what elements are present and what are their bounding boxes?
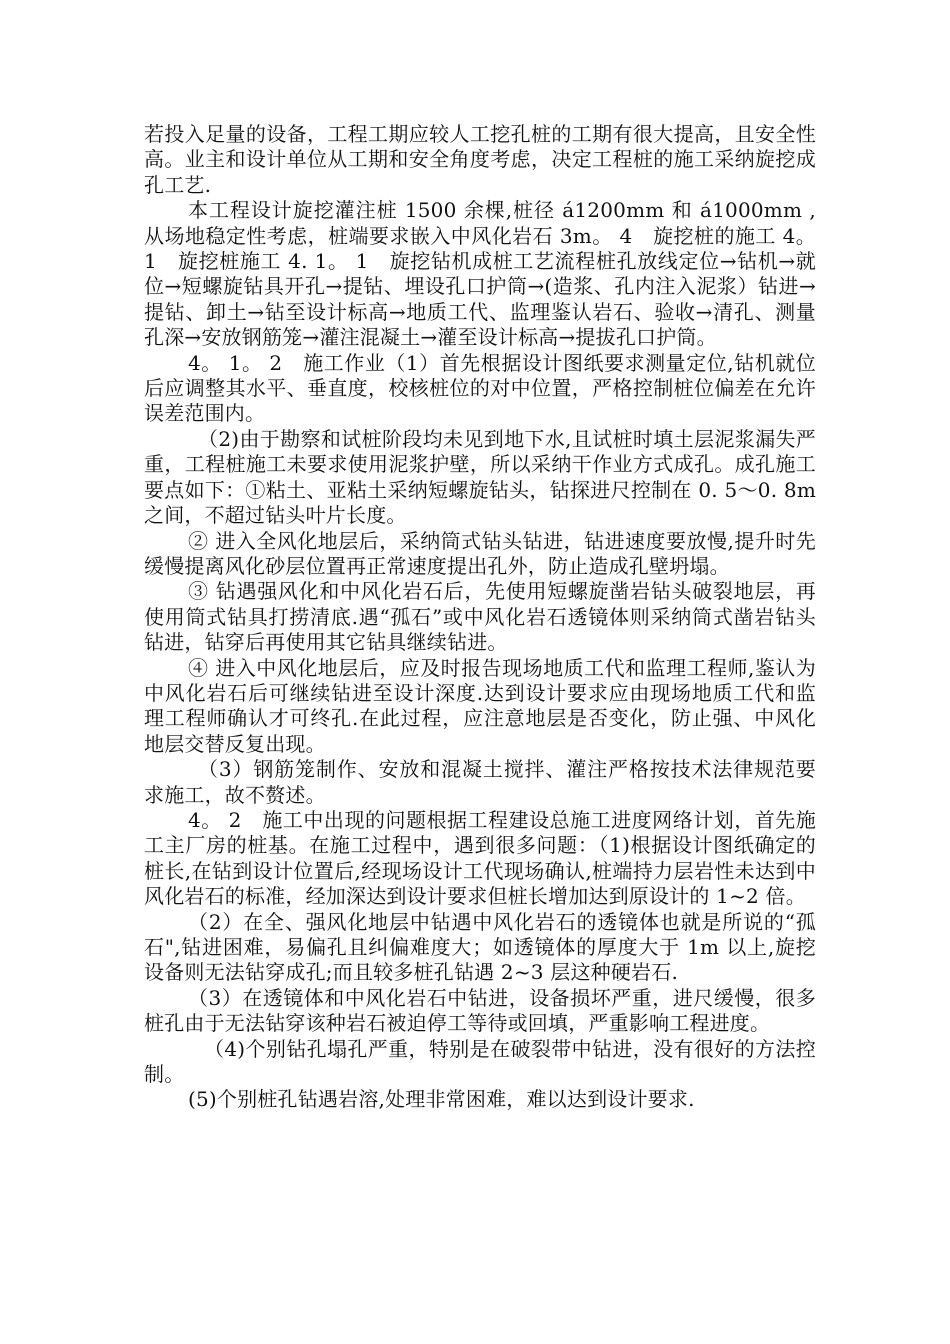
paragraph-problem-equipment-damage: （3）在透镜体和中风化岩石中钻进，设备损坏严重，进尺缓慢，很多桩孔由于无法钻穿该种岩石被迫停工等待或回填，严重影响工程进度。 [144, 985, 816, 1036]
paragraph-strongly-weathered-rock: ③ 钻遇强风化和中风化岩石后，先使用短螺旋凿岩钻头破裂地层，再使用筒式钻具打捞清底.遇“孤石”或中风化岩石透镜体则采纳筒式凿岩钻头钻进，钻穿后再使用其它钻具继续钻进。 [144, 579, 816, 655]
paragraph-problem-hole-collapse: （4)个别钻孔塌孔严重，特别是在破裂带中钻进，没有很好的方法控制。 [144, 1036, 816, 1087]
body-text [144, 122, 816, 1113]
paragraph-moderately-weathered-layer: ④ 进入中风化地层后，应及时报告现场地质工代和监理工程师,鉴认为中风化岩石后可继续钻进至设计深度.达到设计要求应由现场地质工代和监理工程师确认才可终孔.在此过程，应注意地层是否变化，防止强、中风化地层交替反复出现。 [144, 655, 816, 756]
paragraph-reinforcement-cage: （3）钢筋笼制作、安放和混凝土搅拌、灌注严格按技术法律规范要求施工，故不赘述。 [144, 757, 816, 807]
paragraph-design-and-process: 本工程设计旋挖灌注桩 1500 余棵,桩径 á1200mm 和 á1000mm ,从场地稳定性考虑，桩端要求嵌入中风化岩石 3m。 4 旋挖桩的施工 4。 1 旋挖桩施工 4. 1。 1 旋挖钻机成桩工艺流程桩孔放线定位→钻机→就位→短螺旋钻具开孔→提钻、埋设孔口护筒→(造浆、孔内注入泥浆）钻进→提钻、卸土→钻至设计标高→地质工代、监理鉴认岩石、验收→清孔、测量孔深→安放钢筋笼→灌注混凝土→灌至设计标高→提拔孔口护筒。 [144, 198, 816, 350]
paragraph-problems-intro: 4。 2 施工中出现的问题根据工程建设总施工进度网络计划，首先施工主厂房的桩基。在施工过程中，遇到很多问题：（1)根据设计图纸确定的桩长,在钻到设计位置后,经现场设计工代现场确认,桩端持力层岩性未达到中风化岩石的标准，经加深达到设计要求但桩长增加达到原设计的 1~2 倍。 [144, 807, 816, 909]
paragraph-dry-drilling: （2)由于勘察和试桩阶段均未见到地下水,且试桩时填土层泥浆漏失严重，工程桩施工未要求使用泥浆护壁，所以采纳干作业方式成孔。成孔施工要点如下：①粘土、亚粘土采纳短螺旋钻头，钻探进尺控制在 0. 5～0. 8m 之间，不超过钻头叶片长度。 [144, 426, 816, 528]
paragraph-problem-lens-rock: （2）在全、强风化地层中钻遇中风化岩石的透镜体也就是所说的“孤石",钻进困难，易偏孔且纠偏难度大；如透镜体的厚度大于 1m 以上,旋挖设备则无法钻穿成孔;而且较多桩孔钻遇 2~3 层这种硬岩石. [144, 909, 816, 985]
paragraph-construction-work: 4。 1。 2 施工作业（1）首先根据设计图纸要求测量定位,钻机就位后应调整其水平、垂直度，校核桩位的对中位置，严格控制桩位偏差在允许误差范围内。 [144, 350, 816, 426]
paragraph-problem-karst: (5)个别桩孔钻遇岩溶,处理非常困难，难以达到设计要求. [188, 1087, 695, 1112]
paragraph-fully-weathered-layer: ② 进入全风化地层后，采纳筒式钻头钻进，钻进速度要放慢,提升时先缓慢提离风化砂层位置再正常速度提出孔外，防止造成孔壁坍塌。 [144, 528, 816, 578]
paragraph-intro: 若投入足量的设备，工程工期应较人工挖孔桩的工期有很大提高，且安全性高。业主和设计单位从工期和安全角度考虑，决定工程桩的施工采纳旋挖成孔工艺. [144, 122, 816, 197]
